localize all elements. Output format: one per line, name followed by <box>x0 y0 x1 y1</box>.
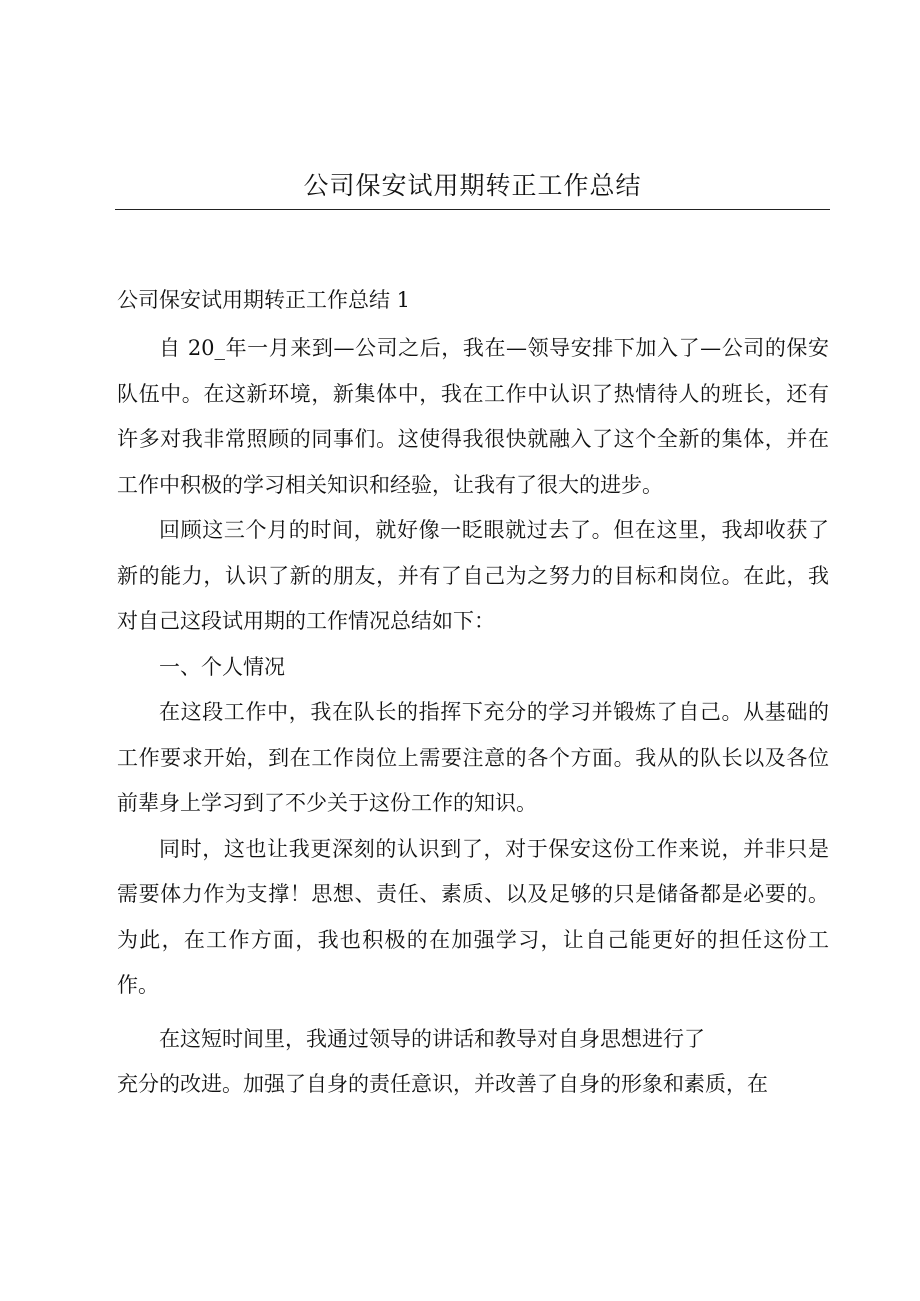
paragraph-learning: 在这段工作中，我在队长的指挥下充分的学习并锻炼了自己。从基础的工作要求开始，到在工作岗位上需要注意的各个方面。我从的队长以及各位前辈身上学习到了不少关于这份工作的知识。 <box>117 700 829 815</box>
paragraph-responsibility: 同时，这也让我更深刻的认识到了，对于保安这份工作来说，并非只是需要体力作为支撑！思想、责任、素质、以及足够的只是储备都是必要的。为此，在工作方面，我也积极的在加强学习，让自己能更好的担任这份工作。 <box>117 836 829 997</box>
paragraph-review: 回顾这三个月的时间，就好像一眨眼就过去了。但在这里，我却收获了新的能力，认识了新的朋友，并有了自己为之努力的目标和岗位。在此，我对自己这段试用期的工作情况总结如下： <box>117 518 829 633</box>
document-title: 公司保安试用期转正工作总结 <box>303 171 642 200</box>
paragraph-improvement-line-2: 充分的改进。加强了自身的责任意识，并改善了自身的形象和素质，在 <box>117 1072 768 1096</box>
document-body <box>117 326 829 1108</box>
paragraph-improvement-line-1: 在这短时间里，我通过领导的讲话和教导对自身思想进行了 <box>159 1026 705 1051</box>
subheading-personal-situation: 一、个人情况 <box>159 654 285 679</box>
paragraph-intro: 自 20_年一月来到—公司之后，我在—领导安排下加入了—公司的保安队伍中。在这新环境，新集体中，我在工作中认识了热情待人的班长，还有许多对我非常照顾的同事们。这使得我很快就融入了这个全新的集体，并在工作中积极的学习相关知识和经验，让我有了很大的进步。 <box>117 336 829 497</box>
section-heading: 公司保安试用期转正工作总结 1 <box>117 288 411 312</box>
title-underline <box>115 209 830 210</box>
